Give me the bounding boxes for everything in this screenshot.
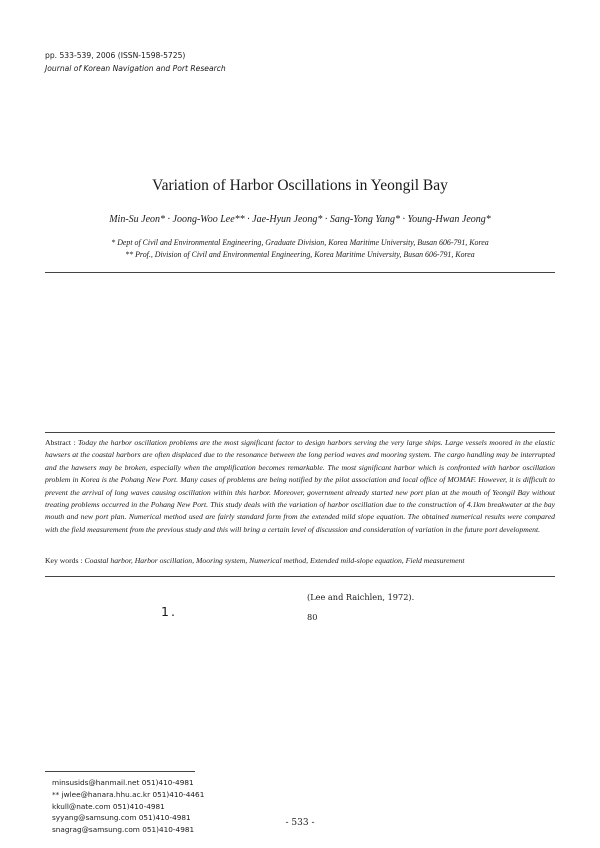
- body-line: 80: [307, 612, 318, 623]
- english-keywords: [45, 556, 555, 565]
- section-heading: 1.: [161, 604, 177, 619]
- footnote: minsusids@hanmail.net 051)410-4981: [52, 778, 194, 787]
- divider-mid: [45, 432, 555, 433]
- body-line: (Lee and Raichlen, 1972).: [307, 592, 415, 602]
- footnote: snagrag@samsung.com 051)410-4981: [52, 825, 195, 835]
- divider-top: [45, 272, 555, 273]
- footnote: syyang@samsung.com 051)410-4981: [52, 813, 191, 823]
- english-abstract: [45, 437, 555, 536]
- english-title: Variation of Harbor Oscillations in Yeongil Bay: [152, 177, 448, 194]
- divider-bottom: [45, 576, 555, 577]
- english-abstract-text: Today the harbor oscillation problems are the most significant factor to design harbors serving the very large ships. Large vessels moored in the elastic hawsers at the coastal harbors are often displaced due to the resonance between the long period waves and mooring system. The cargo handling may be interrupted and the hawsers may be broken, especially when the amplification becomes remarkable. The most significant harbor which is confronted with harbor oscillation problem in Korea is the Pohang New Port. Many cases of problems are being notified by the pilot association and local office of MOMAF. However, it is difficult to prevent the arrival of long waves causing oscillation within this harbor. Moreover, government already started new port plan at the mouth of Yeongil Bay without treating problems occurred in the Pohang New Port. This study deals with the variation of harbor oscillation due to the construction of 4.1km breakwater at the bay mouth and new port plan. Numerical method used are fairly standard form from the extended mild slope equation. The obtained numerical results were compared with the field measurement from the previous study and this will bring a certain level of discussion and consideration of variation in the future port development.: [45, 438, 556, 534]
- footnote-rule: [45, 771, 195, 772]
- english-abstract-label: Abstract :: [45, 438, 76, 447]
- english-keywords-label: Key words :: [45, 556, 83, 565]
- page-number: - 533 -: [285, 818, 315, 828]
- english-keywords-text: Coastal harbor, Harbor oscillation, Mooring system, Numerical method, Extended mild-slope equation, Field measurement: [84, 556, 465, 565]
- footnote: kkull@nate.com 051)410-4981: [52, 801, 165, 811]
- english-affiliation-1: * Dept of Civil and Environmental Engineering, Graduate Division, Korea Maritime University, Busan 606-791, Korea: [111, 238, 489, 247]
- journal-citation: pp. 533-539, 2006 (ISSN-1598-5725): [45, 51, 186, 60]
- journal-english-name: Journal of Korean Navigation and Port Research: [45, 64, 226, 73]
- body-right-column: [307, 587, 555, 628]
- english-affiliation-2: ** Prof., Division of Civil and Environmental Engineering, Korea Maritime University, Busan 606-791, Korea: [125, 250, 475, 259]
- footnote: ** jwlee@hanara.hhu.ac.kr 051)410-4461: [52, 789, 205, 799]
- english-authors: Min-Su Jeon* · Joong-Woo Lee** · Jae-Hyun Jeong* · Sang-Yong Yang* · Young-Hwan Jeong*: [109, 214, 491, 225]
